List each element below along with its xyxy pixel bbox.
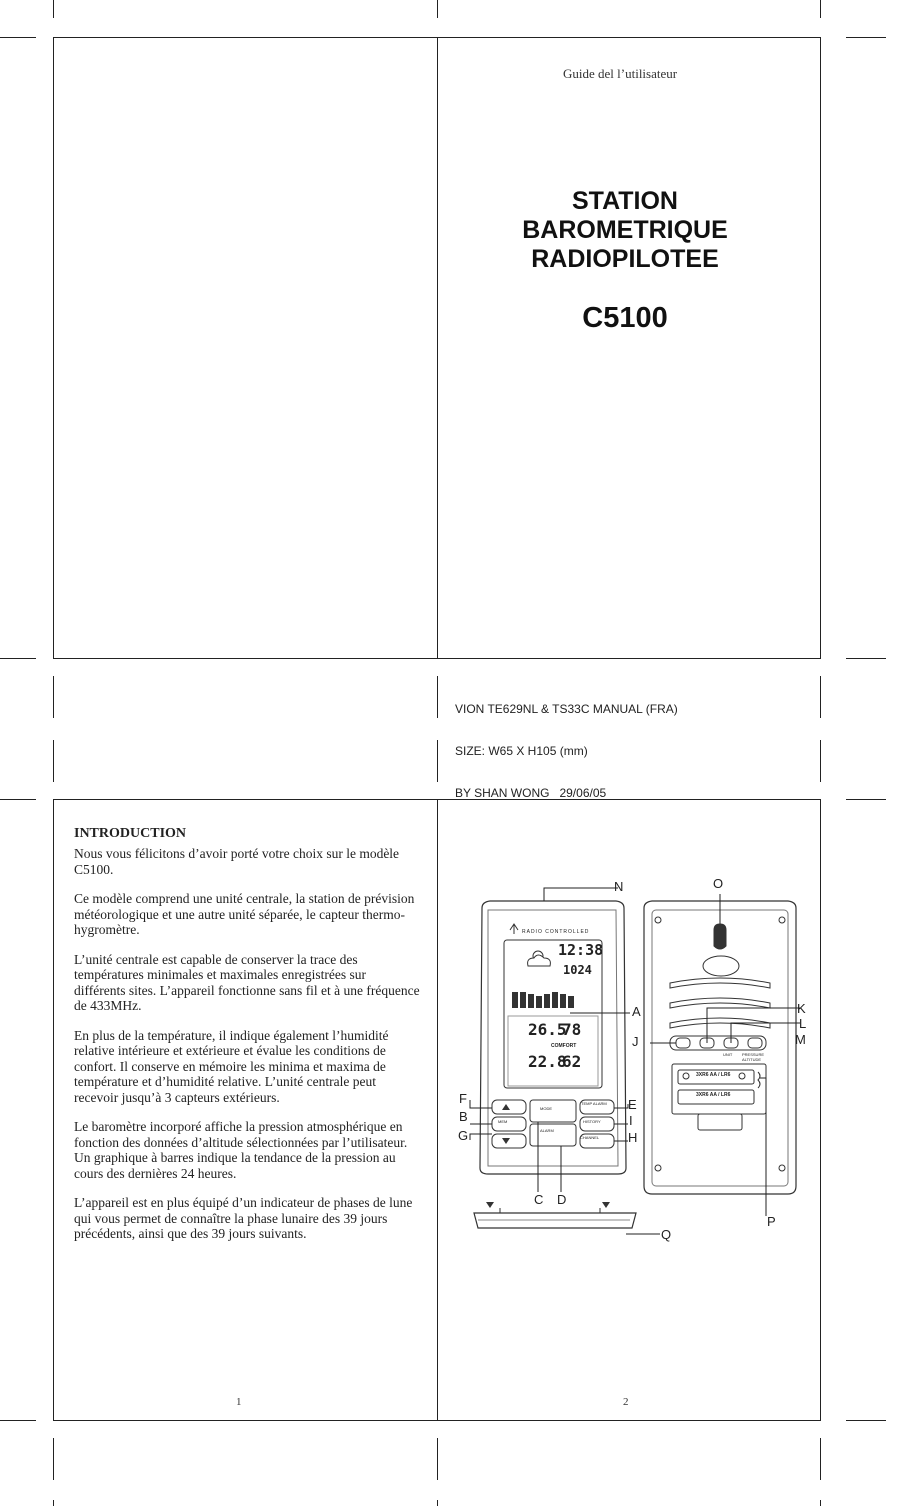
intro-paragraph-3: L’unité centrale est capable de conserver la trace des températures minimales et maximales enregistrées sur différents sites. L’appareil fonctionne sans fil et à une fréquence de 433MHz. <box>74 951 420 1013</box>
spec-line3: BY SHAN WONG 29/06/05 <box>455 786 607 800</box>
unit-button-label[interactable]: UNIT <box>723 1052 733 1057</box>
antenna-icon <box>510 924 518 934</box>
spec-line2: SIZE: W65 X H105 (mm) <box>455 744 588 758</box>
cover-title-line1: STATION <box>571 187 678 215</box>
temp-alarm-button-label[interactable]: TEMP ALARM <box>581 1101 607 1106</box>
spec-divider <box>437 676 438 718</box>
alarm-button-label[interactable]: ALARM <box>540 1128 554 1133</box>
label-e: E <box>628 1097 637 1112</box>
label-p: P <box>767 1214 776 1229</box>
label-o: O <box>713 876 724 891</box>
cover-title <box>496 187 754 274</box>
device-diagram <box>440 868 820 1258</box>
cloud-icon <box>528 955 551 966</box>
intro-paragraph-1: Nous vous félicitons d’avoir porté votre choix sur le modèle C5100. <box>74 846 400 877</box>
intro-column <box>74 826 420 1242</box>
battery-label-2: 3XR6 AA / LR6 <box>696 1092 731 1098</box>
outdoor-humidity: 62 <box>562 1052 582 1071</box>
intro-paragraph-5: Le baromètre incorporé affiche la pression atmosphérique en fonction des données d’altitude sélectionnées par l’utilisateur. Un graphique à barres indique la tendance de la pression au cours des dernières 24 heures. <box>74 1119 408 1181</box>
label-m: M <box>795 1032 806 1047</box>
label-g: G <box>458 1128 469 1143</box>
page-number-1: 1 <box>236 1396 242 1408</box>
pressure-altitude-label[interactable]: PRESSURE ALTITUDE <box>742 1052 765 1062</box>
outdoor-temperature: 22.8 <box>528 1052 567 1071</box>
back-unit <box>644 901 796 1194</box>
intro-paragraph-4: En plus de la température, il indique également l’humidité relative intérieure et extérieure et évalue les conditions de confort. Il conserve en mémoire les minima et maxima de température et d’humidité relative. L’unité centrale peut recevoir jusqu’à 3 capteurs extérieurs. <box>74 1027 389 1105</box>
label-h: H <box>628 1130 638 1145</box>
label-j: J <box>632 1034 639 1049</box>
time-readout: 12:38 <box>558 941 604 959</box>
down-button <box>492 1134 526 1148</box>
intro-paragraph-2: Ce modèle comprend une unité centrale, la station de prévision météorologique et une autre unité séparée, le capteur thermo-hygromètre. <box>74 891 415 937</box>
cover-title-line2: BAROMETRIQUE <box>522 216 728 244</box>
intro-heading: INTRODUCTION <box>74 826 187 841</box>
spec-line1: VION TE629NL & TS33C MANUAL (FRA) <box>455 702 678 716</box>
comfort-label: COMFORT <box>551 1043 577 1049</box>
cover-model: C5100 <box>582 302 668 334</box>
label-n: N <box>614 879 624 894</box>
back-button-down <box>676 1038 690 1048</box>
mode-button-label[interactable]: MODE <box>540 1106 552 1111</box>
back-button-pressure <box>748 1038 762 1048</box>
content-fold-line <box>437 799 438 1421</box>
label-k: K <box>797 1001 806 1016</box>
indoor-temperature: 26.5 <box>528 1020 567 1039</box>
guide-label: Guide del l’utilisateur <box>563 66 678 81</box>
hanger-hole <box>714 924 726 949</box>
mode-button <box>530 1100 576 1122</box>
radio-controlled-text: RADIO CONTROLLED <box>522 929 590 935</box>
battery-label-1: 3XR6 AA / LR6 <box>696 1072 731 1078</box>
label-f: F <box>459 1091 467 1106</box>
label-a: A <box>632 1004 641 1019</box>
intro-paragraph-6: L’appareil est en plus équipé d’un indicateur de phases de lune qui vous permet de connaître la phase lunaire des 39 jours précédents, ainsi que des 39 jours suivants. <box>74 1195 413 1241</box>
up-button <box>492 1100 526 1114</box>
history-button-label[interactable]: HISTORY <box>583 1119 601 1124</box>
label-l: L <box>799 1016 807 1031</box>
pressure-bar-graph <box>512 992 574 1008</box>
label-q: Q <box>661 1227 672 1242</box>
spec-block <box>455 674 678 814</box>
mem-button-label[interactable]: MEM <box>498 1119 508 1124</box>
label-i: I <box>629 1113 633 1128</box>
label-d: D <box>557 1192 567 1207</box>
page-number-2: 2 <box>623 1396 629 1408</box>
pressure-readout: 1024 <box>563 963 592 977</box>
cover-fold-line <box>437 37 438 659</box>
indoor-humidity: 78 <box>562 1020 582 1039</box>
label-b: B <box>459 1109 468 1124</box>
label-c: C <box>534 1192 544 1207</box>
channel-button-label[interactable]: CHANNEL <box>580 1135 600 1140</box>
cover-title-line3: RADIOPILOTEE <box>531 245 719 273</box>
